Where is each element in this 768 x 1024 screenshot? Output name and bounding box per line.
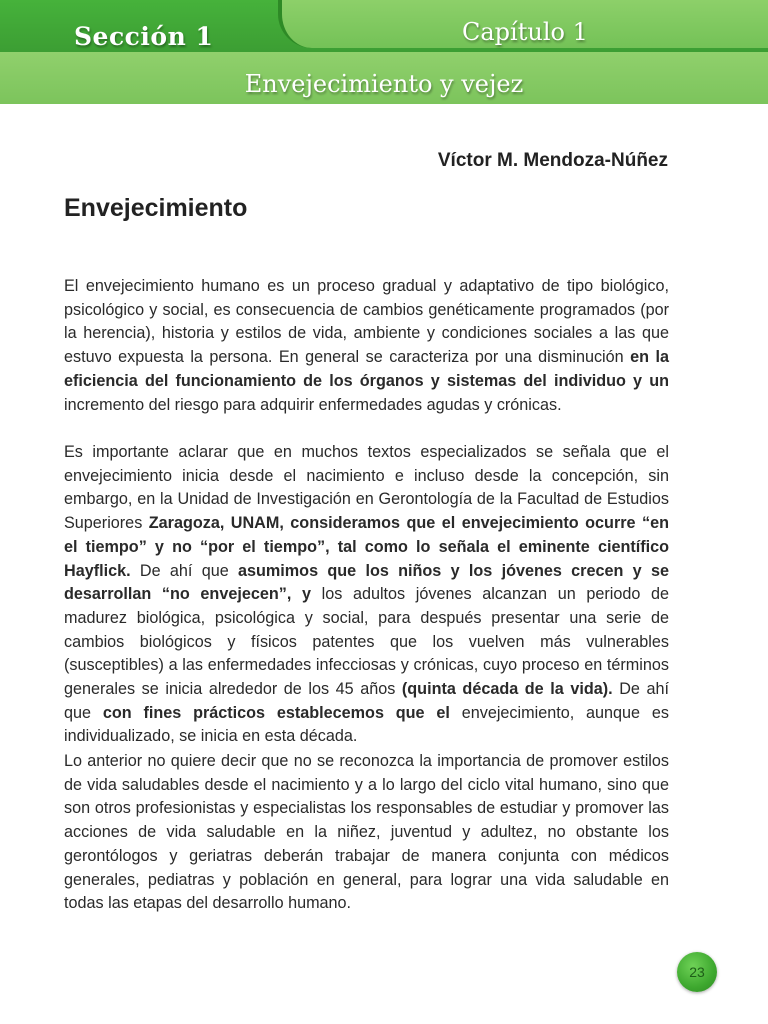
paragraph-2-bold-f: (quinta década de la vida). — [401, 680, 613, 699]
chapter-label: Capítulo 1 — [462, 18, 588, 46]
paragraph-1-bold: en la eficiencia del funcionamiento de los órganos y sistemas del individuo y un — [64, 348, 670, 390]
paragraph-2-text-g: De ahí que — [64, 680, 669, 722]
paragraph-1 — [64, 275, 669, 417]
chapter-title: Envejecimiento y vejez — [244, 70, 524, 98]
paragraph-2-text-e: los adultos jóvenes alcanzan un periodo de madurez biológica, psicológica y social, para después presentar una serie de cambios biológicos y físicos patentes que los vuelven más vulnerables (susceptibles) a las enfermedades infecciosas y crónicas, cuyo proceso en términos generales se inicia alrededor de los 45 años — [64, 585, 669, 699]
page-header — [0, 0, 768, 104]
paragraph-2-bold-h: con fines prácticos establecemos que el — [102, 703, 450, 722]
section-heading: Envejecimiento — [64, 194, 248, 222]
paragraph-2-bold-d: asumimos que los niños y los jóvenes crecen y se desarrollan “no envejecen”, y — [64, 561, 669, 604]
section-label: Sección 1 — [74, 22, 214, 51]
paragraph-2-bold-b: Zaragoza, UNAM, consideramos que el envejecimiento ocurre “en el tiempo” y no “por el tiempo”, tal como lo señala el eminente científico Hayflick. — [64, 514, 669, 580]
paragraph-3-text: Lo anterior no quiere decir que no se reconozca la importancia de promover estilos de vida saludables desde el nacimiento y a lo largo del ciclo vital humano, sino que son otros profesionistas y especialistas los responsables de estudiar y promover las acciones de vida saludable en la niñez, juventud y adultez, no obstante los gerontólogos y geriatras deberán trabajar de manera conjunta con médicos generales, pediatras y población en general, para lograr una vida saludable en todas las etapas del desarrollo humano. — [64, 752, 669, 913]
paragraph-1-text-end: incremento del riesgo para adquirir enfermedades agudas y crónicas. — [64, 395, 562, 414]
page-number-badge: 23 — [677, 952, 717, 992]
paragraph-2-text-a: Es importante aclarar que en muchos textos especializados se señala que el envejecimiento inicia desde el nacimiento e incluso desde la concepción, sin embargo, en la Unidad de Investigación en Gerontología de la Facultad de Estudios Superiores — [64, 443, 669, 533]
author-name: Víctor M. Mendoza-Núñez — [437, 150, 668, 171]
paragraph-2-text-i: envejecimiento, aunque es individualizado, se inicia en esta década. — [64, 703, 669, 746]
paragraph-2-text-c: De ahí que — [130, 561, 238, 580]
paragraph-2 — [64, 441, 669, 749]
paragraph-1-text: El envejecimiento humano es un proceso gradual y adaptativo de tipo biológico, psicológico y social, es consecuencia de cambios genéticamente programados (por la herencia), historia y estilos de vida, ambiente y condiciones sociales a las que estuvo expuesta la persona. En general se caracteriza por una disminución — [64, 277, 669, 367]
paragraph-3 — [64, 750, 669, 916]
